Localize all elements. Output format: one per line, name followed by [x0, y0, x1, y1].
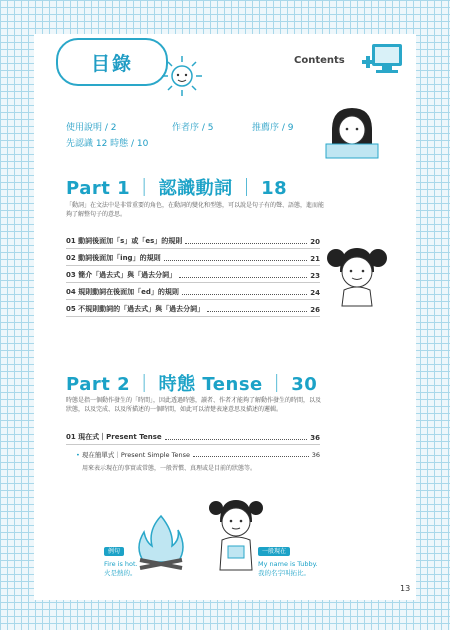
toc-row-page: 36: [310, 434, 320, 442]
toc-subrow[interactable]: [76, 449, 320, 459]
bullet-icon: •: [76, 451, 82, 459]
divider: [66, 282, 320, 283]
toc-row-label: 02 動詞後面加「ing」的規則: [66, 254, 161, 262]
sun-icon: [160, 54, 204, 98]
toc-row[interactable]: [66, 253, 320, 263]
caption-left-zh: 火是熱的。: [104, 569, 137, 577]
computer-icon: [358, 40, 408, 80]
caption-left-tag: 例句: [104, 547, 124, 556]
part1-page: 18: [261, 178, 288, 199]
caption-right-zh: 我的名字叫拓比。: [258, 569, 310, 577]
toc-row-page: 21: [310, 255, 320, 263]
meta-recommendation: 推薦序 / 9: [252, 123, 294, 133]
toc-subrow-page: 36: [311, 451, 320, 459]
part1-heading: Part 1 ｜ 認識動詞 ｜ 18: [66, 178, 288, 199]
part2-page: 30: [291, 374, 318, 395]
toc-subrow-label: 現在簡單式｜Present Simple Tense: [81, 451, 190, 459]
toc-row[interactable]: [66, 270, 320, 280]
toc-row-label: 01 動詞後面加「s」或「es」的規則: [66, 237, 183, 245]
divider: [66, 265, 320, 266]
divider: [66, 248, 320, 249]
part1-description: 「動詞」在文法中是非常重要的角色，在動詞的變化和型態，可以說是句子有的聲、語態，進而能夠了解整句子的意思。: [66, 202, 325, 218]
contents-label: Contents: [294, 55, 345, 66]
caption-right-en: My name is Tubby.: [258, 560, 318, 568]
toc-row[interactable]: [66, 432, 320, 442]
toc-row-page: 20: [310, 238, 320, 246]
divider: [66, 299, 320, 300]
meta-author-preface: 作者序 / 5: [172, 123, 214, 133]
toc-row-label: 05 不規則動詞的「過去式」與「過去分詞」: [66, 305, 205, 313]
part2-label: Part 2: [66, 374, 131, 395]
toc-row-label: 01 現在式｜Present Tense: [66, 433, 162, 441]
part2-heading: Part 2 ｜ 時態 Tense ｜ 30: [66, 374, 318, 395]
page-title: 目錄: [90, 52, 133, 75]
meta-usage: 使用說明 / 2: [66, 123, 117, 133]
toc-row-label: 04 規則動詞在後面加「ed」的規則: [66, 288, 179, 296]
caption-left-en: Fire is hot.: [104, 560, 138, 568]
caption-right: [258, 538, 318, 578]
part2-name: 時態 Tense: [158, 374, 263, 395]
toc-row-page: 26: [310, 306, 320, 314]
meta-12-tenses: 先認識 12 時態 / 10: [66, 139, 149, 149]
divider: [66, 316, 320, 317]
toc-row[interactable]: [66, 304, 320, 314]
toc-row-page: 24: [310, 289, 320, 297]
toc-row[interactable]: [66, 287, 320, 297]
toc-row-page: 23: [310, 272, 320, 280]
title-bubble: [56, 38, 168, 86]
subsection-description: 用來表示現在的事實或常態，一般習慣、真理或是目前的狀態等。: [82, 465, 257, 472]
caption-right-tag: 一般現在: [258, 547, 290, 556]
toc-row[interactable]: [66, 236, 320, 246]
girl-book-illustration: [208, 494, 264, 572]
campfire-illustration: [134, 512, 188, 572]
girl-laptop-illustration: [322, 100, 382, 162]
caption-left: [104, 538, 138, 578]
toc-row-label: 03 簡介「過去式」與「過去分詞」: [66, 271, 177, 279]
part2-description: 時態是指一個動作發生的「時間」，因此透過時態，讀者、作者才能夠了解動作發生的時間，以及狀態，以及完成、以及所描述的一個時間，如此可以清楚表達意思及描述的邏輯。: [66, 397, 322, 413]
girl-pigtails-illustration: [326, 238, 388, 308]
divider: [66, 444, 320, 445]
part1-label: Part 1: [66, 178, 131, 199]
part1-name: 認識動詞: [158, 178, 233, 199]
page-number: 13: [400, 584, 411, 593]
